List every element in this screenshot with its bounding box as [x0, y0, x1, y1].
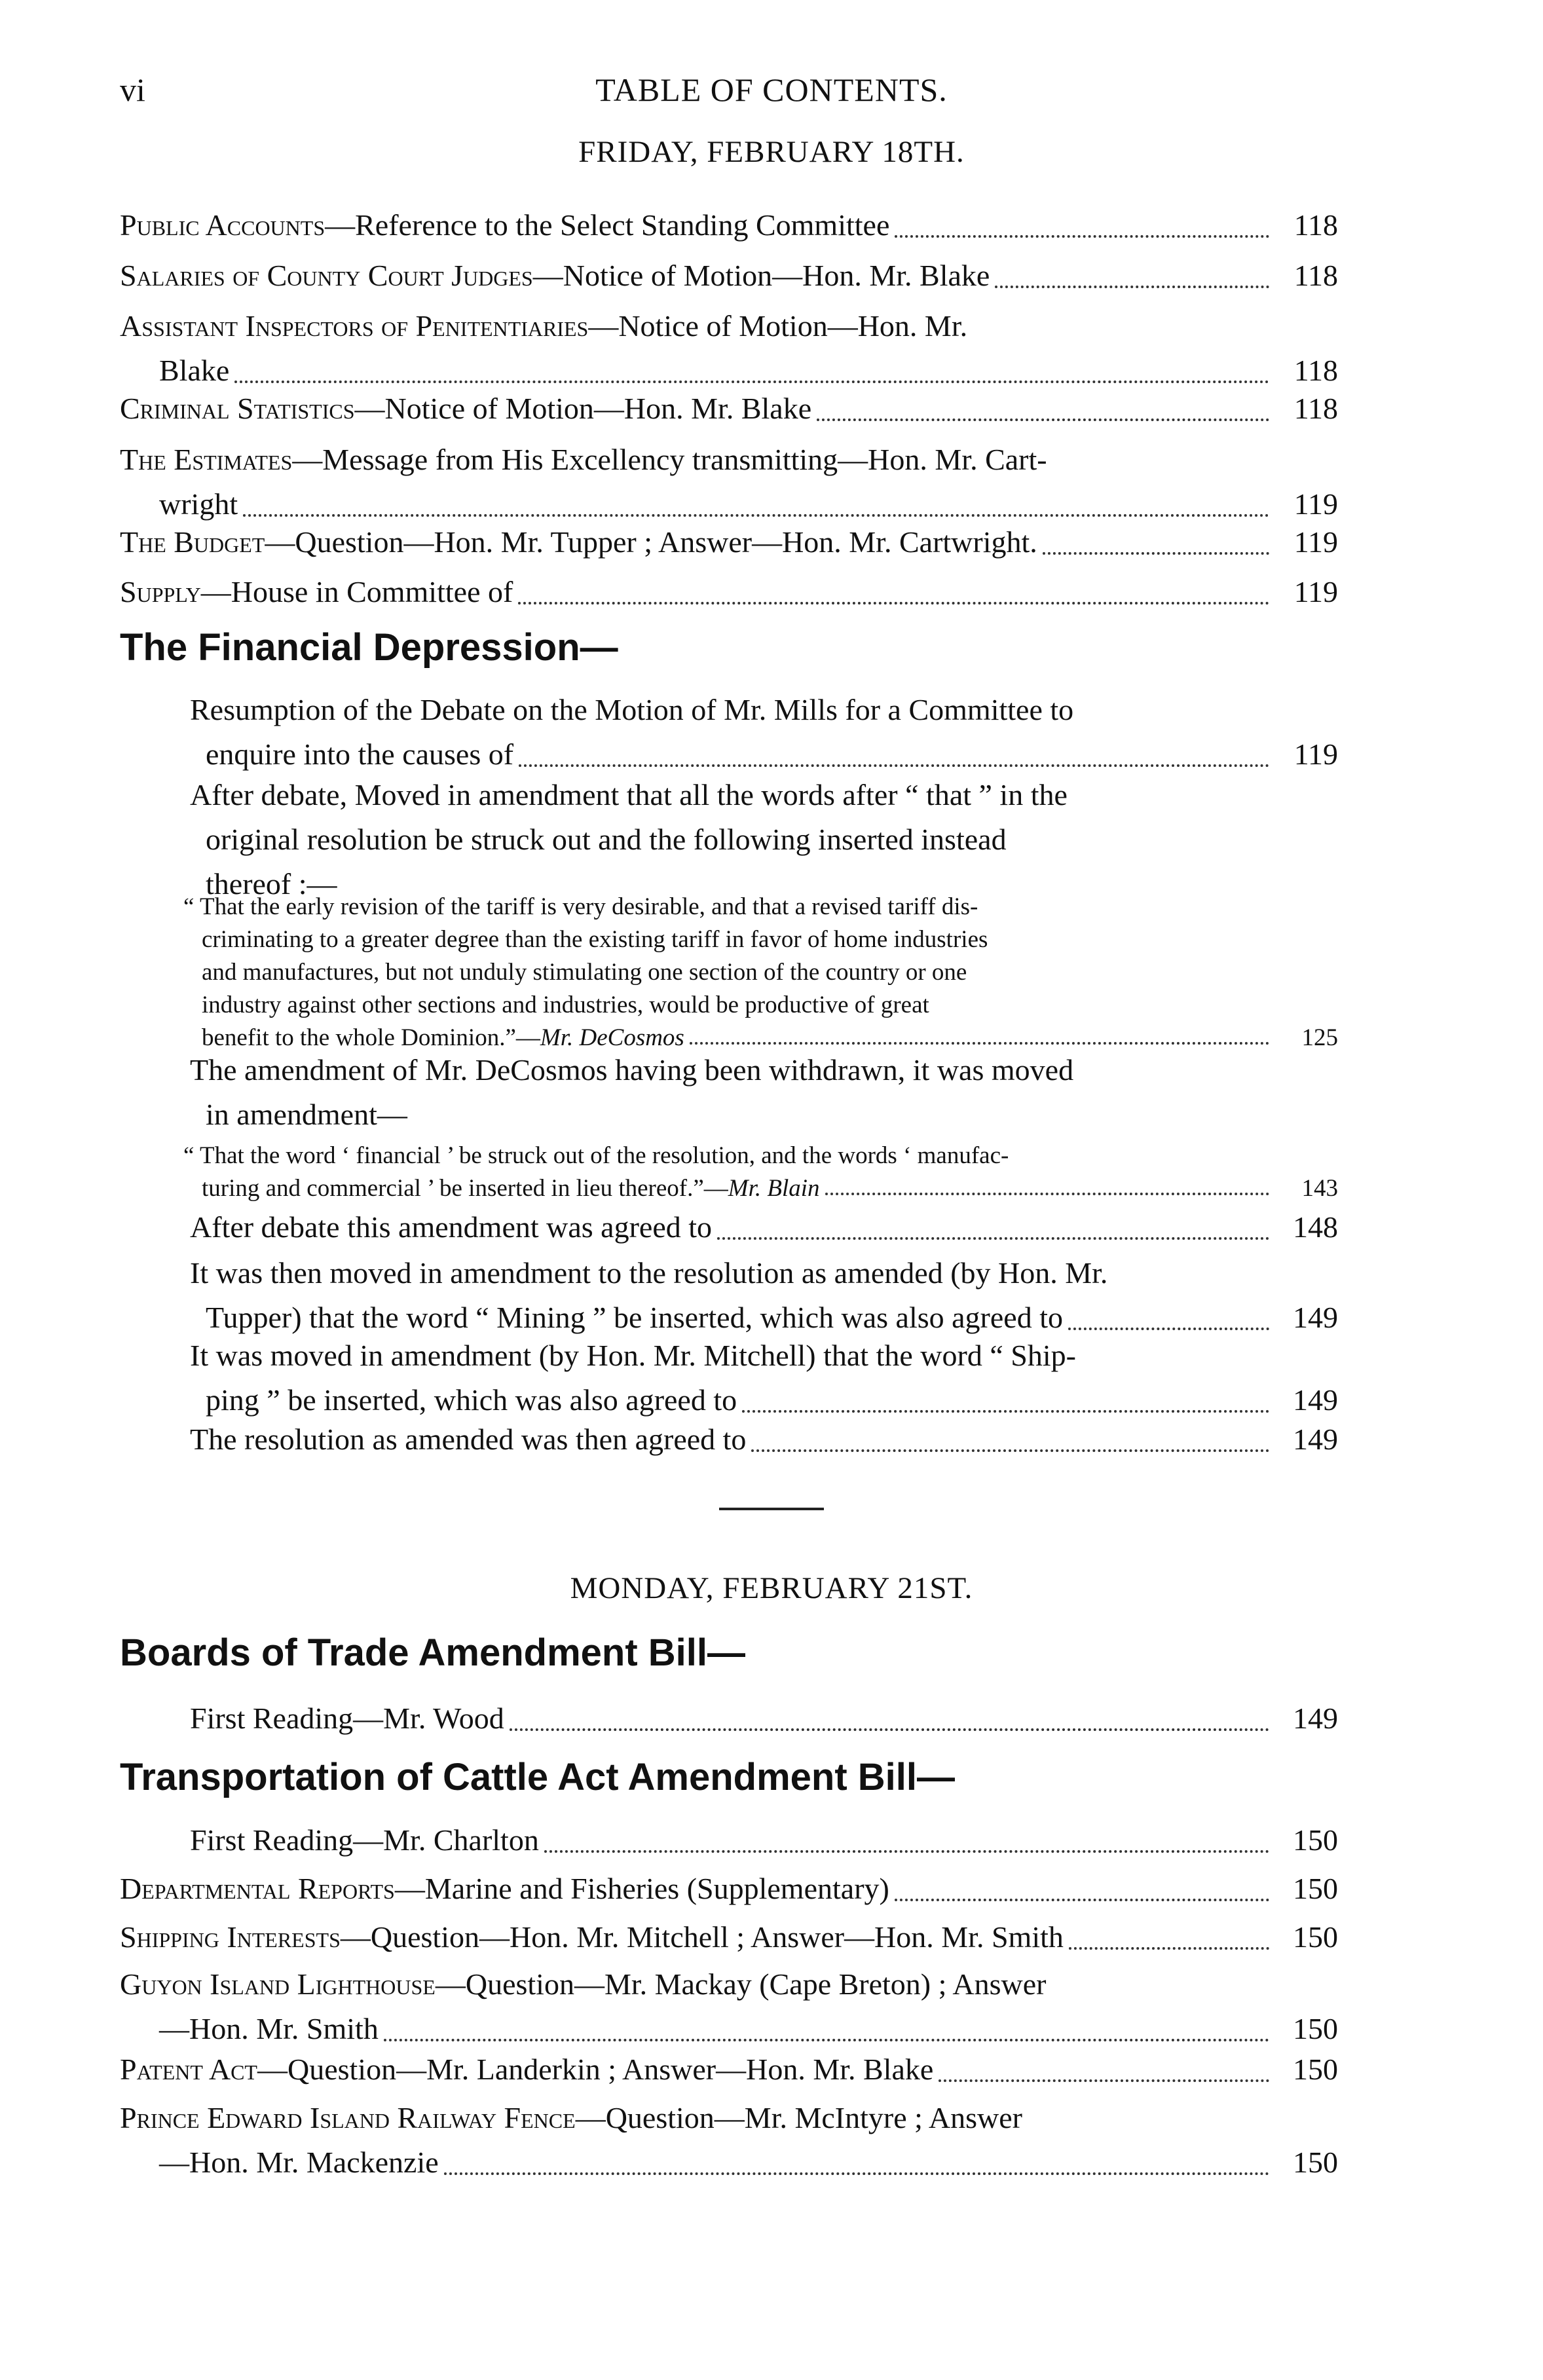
page-ref: 149	[1293, 1301, 1338, 1334]
quote-line: and manufactures, but not unduly stimulating one section of the country or one	[202, 959, 967, 986]
entry-text-continued: ping ” be inserted, which was also agreed to	[206, 1383, 737, 1417]
entry-text: —Notice of Motion—Hon. Mr.	[588, 309, 968, 343]
entry-text: —Question—Mr. Mackay (Cape Breton) ; Answer	[435, 1967, 1047, 2001]
entry-text: First Reading—Mr. Wood	[190, 1701, 504, 1735]
page-ref: 118	[1293, 208, 1338, 242]
toc-entry	[120, 1867, 1338, 1911]
entry-text: —Question—Hon. Mr. Mitchell ; Answer—Hon. Mr. Smith	[340, 1920, 1064, 1954]
toc-entry	[120, 386, 1338, 431]
toc-entry	[120, 203, 1338, 248]
quote-line: “ That the word ‘ financial ’ be struck out of the resolution, and the words ‘ manufac-	[183, 1142, 1009, 1169]
entry-lead: Assistant Inspectors of Penitentiaries	[120, 309, 589, 343]
page-ref: 118	[1293, 259, 1338, 292]
entry-lead: Supply	[120, 575, 201, 608]
quote-line: criminating to a greater degree than the existing tariff in favor of home industries	[202, 926, 988, 953]
entry-lead: Prince Edward Island Railway Fence	[120, 2101, 576, 2134]
entry-text: It was then moved in amendment to the resolution as amended (by Hon. Mr.	[190, 1256, 1108, 1290]
toc-entry	[190, 1417, 1338, 1462]
page-ref: 148	[1293, 1210, 1338, 1244]
page-ref: 150	[1293, 2012, 1338, 2045]
page-ref: 118	[1293, 392, 1338, 425]
page-ref: 119	[1293, 737, 1338, 771]
toc-entry	[120, 1962, 1338, 2051]
toc-entry	[120, 2047, 1338, 2092]
section-divider	[719, 1508, 824, 1510]
page-ref: 150	[1293, 1872, 1338, 1905]
entry-text: After debate, Moved in amendment that all the words after “ that ” in the	[190, 778, 1068, 811]
section-heading: The Financial Depression—	[120, 626, 618, 669]
entry-lead: The Budget	[120, 525, 265, 559]
page-ref: 119	[1293, 487, 1338, 521]
entry-text: —Question—Mr. McIntyre ; Answer	[575, 2101, 1022, 2134]
quote-line: turing and commercial ’ be inserted in lieu thereof.”—	[202, 1175, 728, 1202]
entry-text: The amendment of Mr. DeCosmos having been withdrawn, it was moved	[190, 1053, 1074, 1087]
entry-lead: Criminal Statistics	[120, 392, 355, 425]
toc-entry	[120, 570, 1338, 614]
entry-text: First Reading—Mr. Charlton	[190, 1823, 539, 1857]
entry-lead: Patent Act	[120, 2053, 257, 2086]
entry-text-continued: wright	[159, 487, 238, 521]
quote-line: benefit to the whole Dominion.”—	[202, 1024, 540, 1051]
page-ref: 149	[1293, 1383, 1338, 1417]
toc-entry	[120, 520, 1338, 565]
page-ref: 119	[1293, 575, 1338, 608]
entry-text: —Notice of Motion—Hon. Mr. Blake	[532, 259, 990, 292]
quote-attribution: Mr. DeCosmos	[540, 1024, 684, 1051]
quote-line: “ That the early revision of the tariff is very desirable, and that a revised tariff dis-	[183, 893, 978, 920]
quote-line: industry against other sections and industries, would be productive of great	[202, 992, 929, 1018]
quoted-amendment	[183, 891, 1338, 1054]
entry-lead: Shipping Interests	[120, 1920, 341, 1954]
section-heading: Boards of Trade Amendment Bill—	[120, 1631, 745, 1674]
entry-text-continued: Tupper) that the word “ Mining ” be inserted, which was also agreed to	[206, 1301, 1063, 1334]
entry-text-continued: Blake	[159, 354, 230, 387]
toc-entry	[190, 1205, 1338, 1250]
toc-entry	[120, 304, 1338, 393]
day-heading-monday: MONDAY, FEBRUARY 21ST.	[570, 1571, 973, 1605]
entry-text-continued: in amendment—	[206, 1098, 407, 1131]
entry-lead: Public Accounts	[120, 208, 325, 242]
page-ref: 119	[1293, 525, 1338, 559]
entry-text-continued: —Hon. Mr. Smith	[159, 2012, 379, 2045]
page-ref: 149	[1293, 1701, 1338, 1735]
quoted-amendment	[183, 1140, 1338, 1205]
entry-text-continued: enquire into the causes of	[206, 737, 514, 771]
page-ref: 125	[1301, 1024, 1338, 1051]
entry-lead: Guyon Island Lighthouse	[120, 1967, 436, 2001]
entry-lead: Salaries of County Court Judges	[120, 259, 533, 292]
toc-entry	[120, 2096, 1338, 2185]
page-ref: 150	[1293, 1920, 1338, 1954]
day-heading-friday: FRIDAY, FEBRUARY 18TH.	[578, 135, 965, 169]
entry-text: —Reference to the Select Standing Committee	[325, 208, 890, 242]
entry-lead: The Estimates	[120, 443, 293, 476]
toc-entry	[190, 688, 1338, 777]
running-header: TABLE OF CONTENTS.	[595, 71, 948, 108]
toc-entry	[190, 1818, 1338, 1863]
toc-entry	[190, 1696, 1338, 1741]
toc-entry	[120, 253, 1338, 298]
entry-text-continued: thereof :—	[206, 867, 337, 901]
page-ref: 150	[1293, 1823, 1338, 1857]
toc-entry	[120, 437, 1338, 527]
page-ref: 143	[1301, 1175, 1338, 1202]
page-ref: 149	[1293, 1422, 1338, 1456]
entry-text-continued: —Hon. Mr. Mackenzie	[159, 2146, 439, 2179]
entry-text: —Message from His Excellency transmitting—Hon. Mr. Cart-	[292, 443, 1047, 476]
entry-text: Resumption of the Debate on the Motion of Mr. Mills for a Committee to	[190, 693, 1074, 726]
entry-text: The resolution as amended was then agreed to	[190, 1422, 747, 1456]
toc-entry	[190, 1048, 1338, 1137]
entry-text: —Notice of Motion—Hon. Mr. Blake	[354, 392, 812, 425]
toc-entry	[190, 773, 1338, 906]
page-ref: 150	[1293, 2146, 1338, 2179]
page-ref: 150	[1293, 2053, 1338, 2086]
page-number: vi	[120, 71, 145, 108]
entry-text: —Marine and Fisheries (Supplementary)	[394, 1872, 889, 1905]
entry-text: —Question—Hon. Mr. Tupper ; Answer—Hon. Mr. Cartwright.	[265, 525, 1037, 559]
toc-entry	[190, 1333, 1338, 1422]
entry-lead: Departmental Reports	[120, 1872, 395, 1905]
page-ref: 118	[1293, 354, 1338, 387]
entry-text-continued: original resolution be struck out and the following inserted instead	[206, 823, 1007, 856]
toc-entry	[190, 1251, 1338, 1340]
entry-text: —Question—Mr. Landerkin ; Answer—Hon. Mr. Blake	[257, 2053, 934, 2086]
entry-text: —House in Committee of	[200, 575, 513, 608]
entry-text: After debate this amendment was agreed to	[190, 1210, 713, 1244]
section-heading: Transportation of Cattle Act Amendment Bill—	[120, 1756, 956, 1798]
entry-text: It was moved in amendment (by Hon. Mr. Mitchell) that the word “ Ship-	[190, 1339, 1076, 1372]
quote-attribution: Mr. Blain	[728, 1175, 820, 1202]
toc-entry	[120, 1915, 1338, 1960]
